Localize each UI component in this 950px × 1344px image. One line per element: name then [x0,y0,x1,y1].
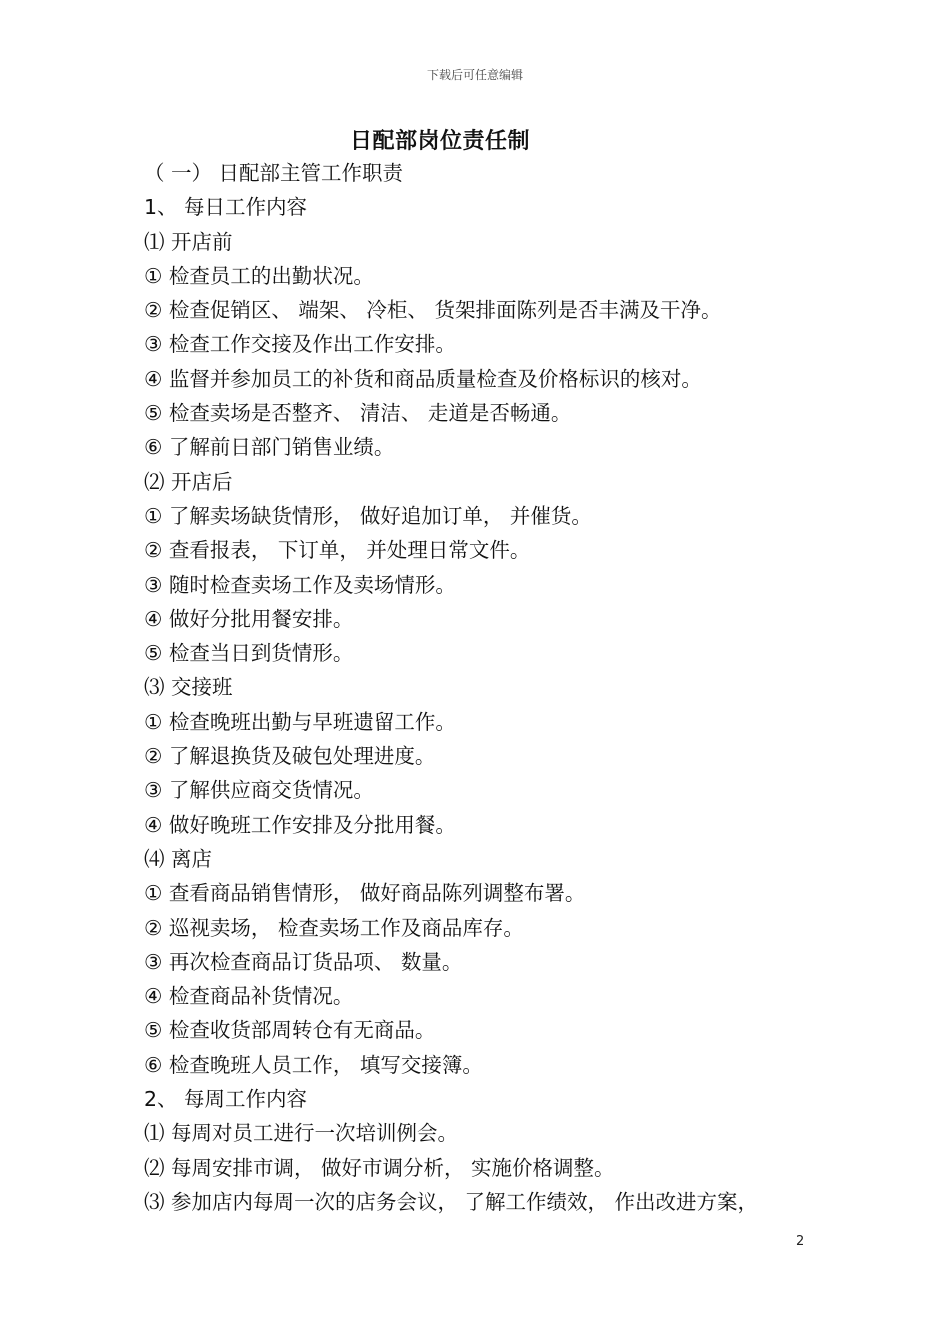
document-title: 日配部岗位责任制 [349,129,530,154]
body-line: ③ 再次检查商品订货品项、 数量。 [144,949,463,974]
body-line: ⑤ 检查收货部周转仓有无商品。 [144,1018,436,1043]
body-line: ④ 做好晚班工作安排及分批用餐。 [144,812,456,837]
body-line: （ 一） 日配部主管工作职责 [144,161,404,185]
body-line: ③ 检查工作交接及作出工作安排。 [144,332,456,357]
body-line: ⑤ 检查卖场是否整齐、 清洁、 走道是否畅通。 [144,401,572,426]
body-line: ⑴ 开店前 [144,229,233,254]
body-line: ⑶ 参加店内每周一次的店务会议， 了解工作绩效， 作出改进方案， [144,1189,759,1214]
body-line: ① 检查员工的出勤状况。 [144,263,374,288]
body-line: ① 查看商品销售情形， 做好商品陈列调整布署。 [144,881,586,906]
body-line: ② 巡视卖场， 检查卖场工作及商品库存。 [144,915,524,940]
body-line: ② 查看报表， 下订单， 并处理日常文件。 [144,538,531,563]
page-number: 2 [796,1234,805,1249]
body-line: 2、 每周工作内容 [144,1087,308,1112]
body-line: ⑥ 检查晚班人员工作， 填写交接簿。 [144,1052,483,1077]
body-line: ⑵ 开店后 [144,469,233,494]
body-line: ② 检查促销区、 端架、 冷柜、 货架排面陈列是否丰满及干净。 [144,298,722,323]
body-line: ③ 随时检查卖场工作及卖场情形。 [144,572,456,597]
body-line: ⑶ 交接班 [144,675,233,700]
body-line: ① 了解卖场缺货情形， 做好追加订单， 并催货。 [144,503,592,528]
page-header-note: 下载后可任意编辑 [426,68,523,82]
body-line: 1、 每日工作内容 [144,195,308,220]
body-line: ⑴ 每周对员工进行一次培训例会。 [144,1121,459,1146]
body-line: ④ 检查商品补货情况。 [144,984,354,1009]
body-line: ② 了解退换货及破包处理进度。 [144,744,436,769]
body-line: ④ 做好分批用餐安排。 [144,606,354,631]
body-line: ① 检查晚班出勤与早班遗留工作。 [144,709,456,734]
body-line: ④ 监督并参加员工的补货和商品质量检查及价格标识的核对。 [144,366,702,391]
body-line: ⑵ 每周安排市调， 做好市调分析， 实施价格调整。 [144,1155,615,1180]
body-line: ③ 了解供应商交货情况。 [144,778,374,803]
body-line: ⑷ 离店 [144,846,213,871]
body-line: ⑤ 检查当日到货情形。 [144,641,354,666]
body-line: ⑥ 了解前日部门销售业绩。 [144,435,395,460]
document-body [144,156,844,1219]
